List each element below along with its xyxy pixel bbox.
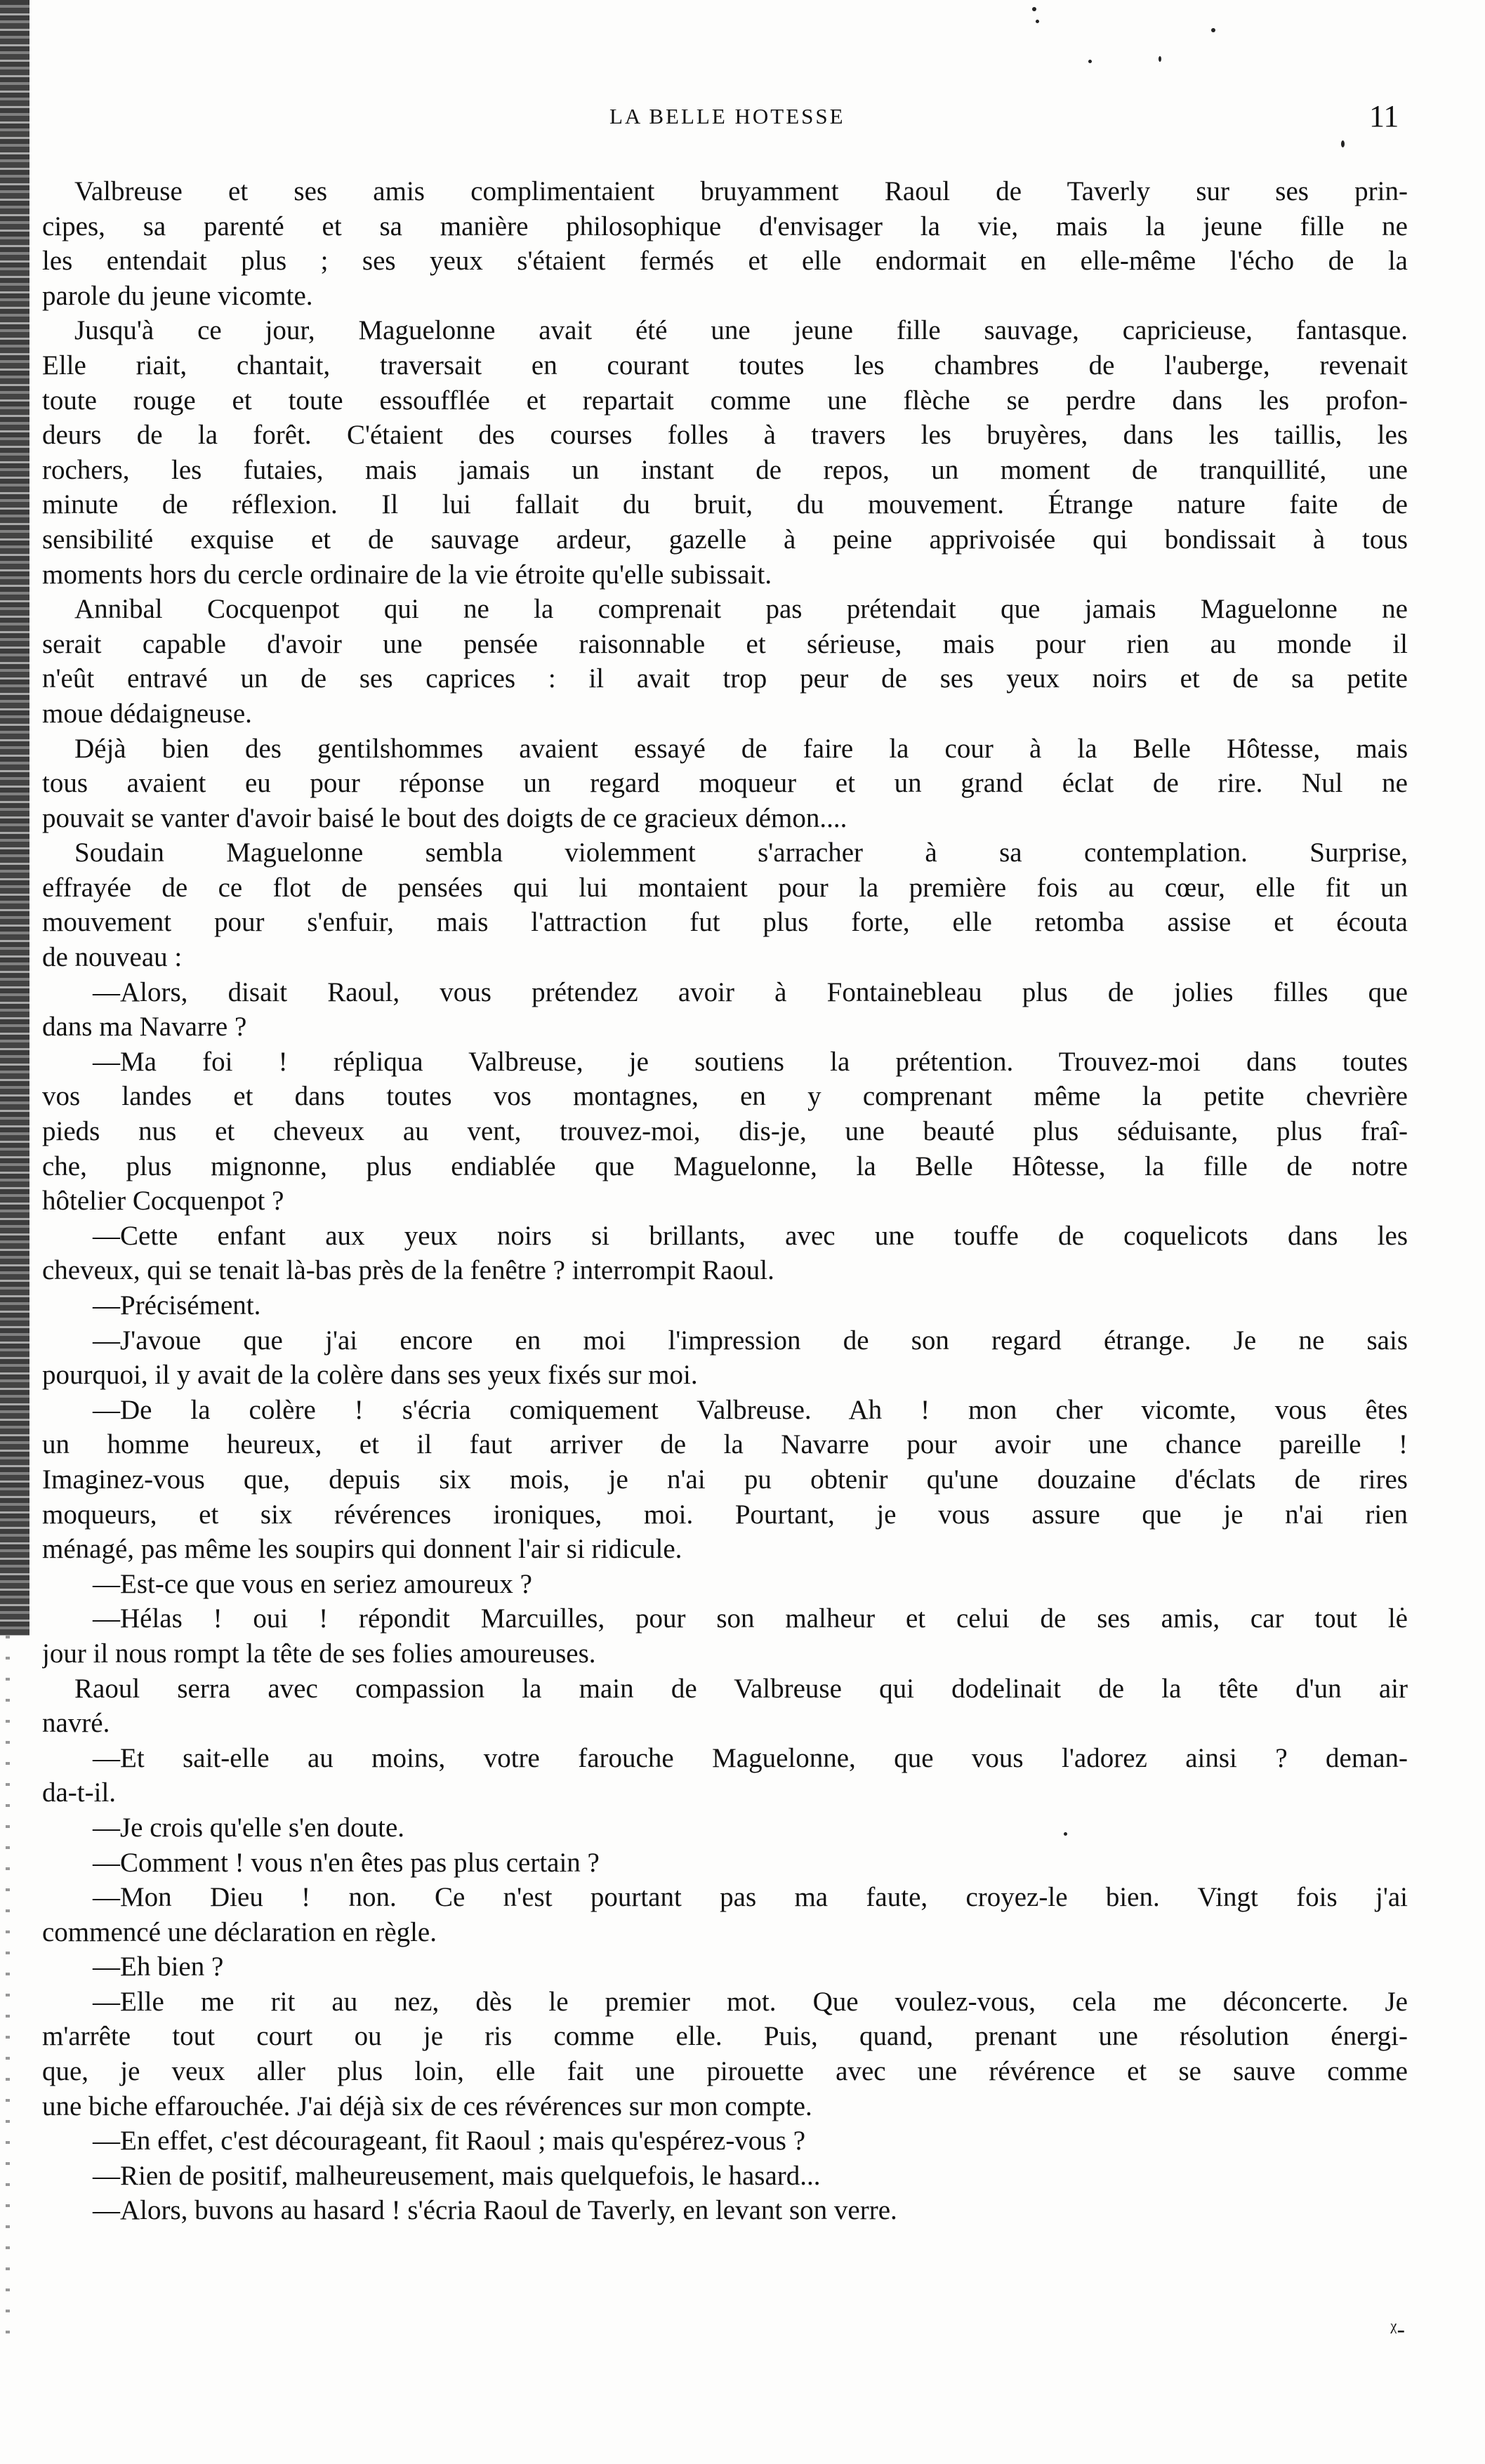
text-line: —Je crois qu'elle s'en doute.	[93, 1812, 405, 1843]
speck	[1036, 20, 1039, 23]
text-line: —En effet, c'est décourageant, fit Raoul ; mais qu'espérez-vous ?	[93, 2126, 806, 2157]
text-line: —Elle me rit au nez, dès le premier mot. Que voulez-vous, cela me déconcerte. Je	[93, 1986, 1408, 2017]
text-line: cheveux, qui se tenait là-bas près de la fenêtre ? interrompit Raoul.	[42, 1255, 774, 1286]
text-line: parole du jeune vicomte.	[42, 280, 313, 311]
text-line: de nouveau :	[42, 942, 183, 973]
text-line: Annibal Cocquenpot qui ne la comprenait pas prétendait que jamais Maguelonne ne	[74, 594, 1408, 625]
text-line: moue dédaigneuse.	[42, 698, 252, 729]
text-line: —Comment ! vous n'en êtes pas plus certain ?	[93, 1847, 600, 1878]
text-line: jour il nous rompt la tête de ses folies amoureuses.	[42, 1638, 596, 1669]
binding-edge-lower	[6, 1636, 10, 2338]
text-line: minute de réflexion. Il lui fallait du bruit, du mouvement. Étrange nature faite de	[42, 489, 1408, 520]
text-line: effrayée de ce flot de pensées qui lui montaient pour la première fois au cœur, elle fit un	[42, 872, 1408, 903]
text-line: hôtelier Cocquenpot ?	[42, 1186, 284, 1217]
text-line: tous avaient eu pour réponse un regard moqueur et un grand éclat de rire. Nul ne	[42, 768, 1408, 799]
end-mark: ᵡ-	[1390, 2317, 1405, 2343]
text-line: —Alors, disait Raoul, vous prétendez avoir à Fontainebleau plus de jolies filles que	[93, 976, 1408, 1007]
text-line: Valbreuse et ses amis complimentaient bruyamment Raoul de Taverly sur ses prin-	[74, 176, 1408, 206]
text-line: —Eh bien ?	[93, 1952, 224, 1982]
text-line: mouvement pour s'enfuir, mais l'attraction fut plus forte, elle retomba assise et écouta	[42, 907, 1408, 938]
text-line: —Et sait-elle au moins, votre farouche Maguelonne, que vous l'adorez ainsi ? deman-	[93, 1742, 1408, 1773]
text-line: commencé une déclaration en règle.	[42, 1916, 437, 1947]
text-line: rochers, les futaies, mais jamais un instant de repos, un moment de tranquillité, une	[42, 454, 1408, 485]
text-line: —De la colère ! s'écria comiquement Valbreuse. Ah ! mon cher vicomte, vous êtes	[93, 1394, 1408, 1425]
text-line: cipes, sa parenté et sa manière philosophique d'envisager la vie, mais la jeune fille ne	[42, 211, 1408, 241]
text-line: da-t-il.	[42, 1777, 117, 1808]
running-head	[0, 99, 1485, 146]
text-line: pieds nus et cheveux au vent, trouvez-moi, dis-je, une beauté plus séduisante, plus fraî-	[42, 1116, 1408, 1147]
body-text	[42, 174, 1408, 2228]
speck	[1032, 7, 1036, 11]
text-line: —Rien de positif, malheureusement, mais quelquefois, le hasard...	[93, 2160, 821, 2191]
text-line: —Cette enfant aux yeux noirs si brillants, avec une touffe de coquelicots dans les	[93, 1220, 1408, 1251]
running-title: LA BELLE HOTESSE	[609, 104, 845, 128]
text-line: Déjà bien des gentilshommes avaient essayé de faire la cour à la Belle Hôtesse, mais	[74, 733, 1408, 764]
text-line: Jusqu'à ce jour, Maguelonne avait été une jeune fille sauvage, capricieuse, fantasque.	[74, 315, 1408, 346]
speck	[1159, 56, 1161, 62]
text-line: toute rouge et toute essoufflée et repartait comme une flèche se perdre dans les profon-	[42, 385, 1408, 416]
text-line: serait capable d'avoir une pensée raisonnable et sérieuse, mais pour rien au monde il	[42, 628, 1408, 659]
text-line: pouvait se vanter d'avoir baisé le bout des doigts de ce gracieux démon....	[42, 802, 847, 833]
text-line: navré.	[42, 1708, 110, 1739]
text-line: Raoul serra avec compassion la main de Valbreuse qui dodelinait de la tête d'un air	[74, 1673, 1408, 1704]
text-line: sensibilité exquise et de sauvage ardeur, gazelle à peine apprivoisée qui bondissait à tous	[42, 524, 1408, 555]
text-line: —Est-ce que vous en seriez amoureux ?	[93, 1568, 532, 1599]
text-line: une biche effarouchée. J'ai déjà six de ces révérences sur mon compte.	[42, 2091, 812, 2121]
text-line: —Alors, buvons au hasard ! s'écria Raoul de Taverly, en levant son verre.	[93, 2195, 897, 2226]
text-line: dans ma Navarre ?	[42, 1012, 247, 1042]
text-line: pourquoi, il y avait de la colère dans ses yeux fixés sur moi.	[42, 1360, 698, 1391]
text-line: Soudain Maguelonne sembla violemment s'arracher à sa contemplation. Surprise,	[74, 837, 1408, 868]
text-line: che, plus mignonne, plus endiablée que Maguelonne, la Belle Hôtesse, la fille de notre	[42, 1151, 1408, 1181]
speck	[1088, 60, 1092, 63]
text-line: —J'avoue que j'ai encore en moi l'impression de son regard étrange. Je ne sais	[93, 1325, 1408, 1356]
text-line: —Précisément.	[93, 1290, 261, 1320]
text-line: un homme heureux, et il faut arriver de la Navarre pour avoir une chance pareille !	[42, 1429, 1408, 1460]
text-line: les entendait plus ; ses yeux s'étaient fermés et elle endormait en elle-même l'écho de la	[42, 246, 1408, 277]
text-line: ménagé, pas même les soupirs qui donnent l'air si ridicule.	[42, 1534, 682, 1565]
text-line: moments hors du cercle ordinaire de la vie étroite qu'elle subissait.	[42, 559, 772, 590]
text-line: Imaginez-vous que, depuis six mois, je n'ai pu obtenir qu'une douzaine d'éclats de rires	[42, 1464, 1408, 1495]
text-line: m'arrête tout court ou je ris comme elle. Puis, quand, prenant une résolution énergi-	[42, 2021, 1408, 2052]
text-line: n'eût entravé un de ses caprices : il avait trop peur de ses yeux noirs et de sa petite	[42, 663, 1408, 694]
text-line: —Mon Dieu ! non. Ce n'est pourtant pas ma faute, croyez-le bien. Vingt fois j'ai	[93, 1882, 1408, 1913]
text-line: vos landes et dans toutes vos montagnes, en y comprenant même la petite chevrière	[42, 1081, 1408, 1112]
text-line: que, je veux aller plus loin, elle fait une pirouette avec une révérence et se sauve comme	[42, 2056, 1408, 2087]
page-number: 11	[1369, 99, 1399, 133]
text-line: —Ma foi ! répliqua Valbreuse, je soutiens la prétention. Trouvez-moi dans toutes	[93, 1046, 1408, 1077]
speck	[1211, 28, 1215, 32]
binding-edge	[0, 0, 29, 1636]
text-line: —Hélas ! oui ! répondit Marcuilles, pour son malheur et celui de ses amis, car tout le	[93, 1603, 1408, 1634]
text-line: moqueurs, et six révérences ironiques, moi. Pourtant, je vous assure que je n'ai rien	[42, 1499, 1408, 1530]
text-line: deurs de la forêt. C'étaient des courses folles à travers les bruyères, dans les taillis, les	[42, 420, 1408, 451]
text-line: Elle riait, chantait, traversait en courant toutes les chambres de l'auberge, revenait	[42, 350, 1408, 380]
